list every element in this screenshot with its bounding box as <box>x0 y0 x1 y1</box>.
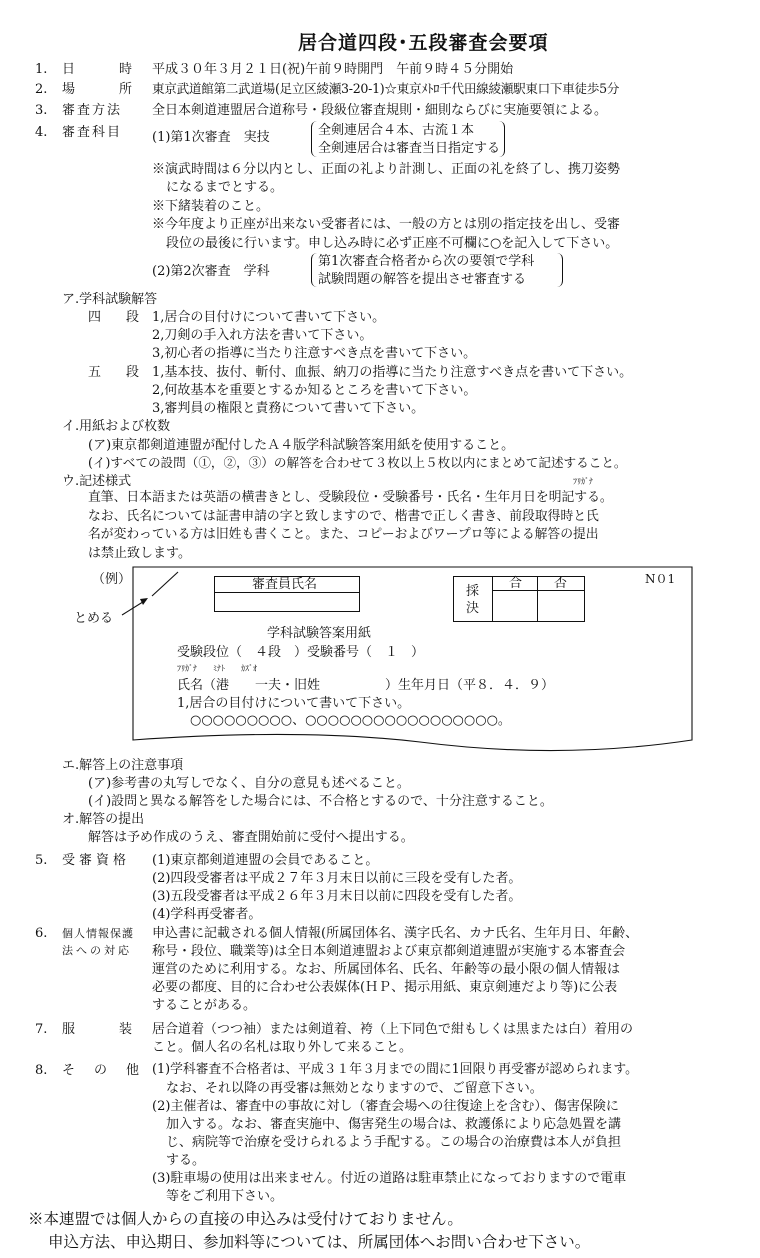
rank-label: 五 段 <box>88 365 146 380</box>
question-line: 1,基本技、抜付、斬付、血振、納刀の指導に当たり注意すべき点を書いて下さい。 <box>152 365 633 380</box>
section-label: 場 所 <box>62 82 139 97</box>
question-line: 2,何故基本を重要とするか知るところを書いて下さい。 <box>152 383 477 398</box>
format-line: なお、氏名については証書申請の字と致しますので、楷書で正しく書き、前段取得時と氏 <box>88 509 599 524</box>
other-line: (1)学科審査不合格者は、平成３１年３月までの間に1回限り再受審が認められます。 <box>152 1062 638 1077</box>
furigana-line: ﾌﾘｶﾞﾅ ﾐﾅﾄ ｶｽﾞｵ <box>177 664 257 673</box>
attire-line: こと。個人名の名札は取り外して来ること。 <box>152 1040 413 1055</box>
eligibility-line: (4)学科再受審者。 <box>152 907 262 922</box>
example-question: 1,居合の目付けについて書いて下さい。 <box>177 696 411 711</box>
caution-line: (イ)設問と異なる解答をした場合には、不合格とするので、十分注意すること。 <box>88 794 553 809</box>
first-exam-label: (1)第1次審査 実技 <box>152 130 270 145</box>
question-line: 3,審判員の権限と責務について書いて下さい。 <box>152 401 425 416</box>
privacy-line: することがある。 <box>152 998 257 1013</box>
note-line: 段位の最後に行います。申し込み時に必ず正座不可欄に○を記入して下さい。 <box>166 236 619 251</box>
section-number: 5. <box>35 853 48 868</box>
saiketsu-label: 採決 <box>466 584 480 616</box>
section-number: 8. <box>35 1063 48 1078</box>
other-line: じ、病院等で治療を受けられるよう手配する。この場合の治療費は本人が負担 <box>166 1135 622 1150</box>
paper-rule: (ア)東京都剣道連盟が配付したＡ４版学科試験答案用紙を使用すること。 <box>88 438 515 453</box>
section-label: 審査方法 <box>62 103 123 118</box>
submission-line: 解答は予め作成のうえ、審査開始前に受付へ提出する。 <box>88 830 414 845</box>
note-line: ※今年度より正座が出来ない受審者には、一般の方とは別の指定技を出し、受審 <box>152 217 621 232</box>
rank-number-line: 受験段位（ ４段 ）受験番号（ １ ） <box>177 645 425 660</box>
section-text: 東京武道館第二武道場(足立区綾瀬3-20-1)☆東京ﾒﾄﾛ千代田線綾瀬駅東口下車徒歩5分 <box>152 81 620 96</box>
format-line: 名が変わっている方は旧姓も書くこと。また、コピーおよびワープロ等による解答の提出 <box>88 527 599 542</box>
section-text: 全日本剣道連盟居合道称号・段級位審査規則・細則ならびに実施要領による。 <box>152 103 608 118</box>
question-line: 3,初心者の指導に当たり注意すべき点を書いて下さい。 <box>152 346 477 361</box>
section-number: 3. <box>35 103 48 118</box>
page-title: 居合道四段･五段審査会要項 <box>298 32 549 54</box>
example-label: （例） <box>92 572 132 587</box>
other-line: (3)駐車場の使用は出来ません。付近の道路は駐車禁止になっておりますので電車 <box>152 1171 627 1186</box>
footer-notice: 申込方法、申込期日、参加料等については、所属団体へお問い合わせ下さい。 <box>48 1233 591 1251</box>
example-answer: ○○○○○○○○○、○○○○○○○○○○○○○○○○○。 <box>190 713 511 728</box>
section-label: 審査科目 <box>62 125 123 140</box>
paper-rule: (イ)すべての設問（①，②，③）の解答を合わせて３枚以上５枚以内にまとめて記述すること。 <box>88 455 627 470</box>
note-line: になるまでとする。 <box>166 180 284 195</box>
sheet-title: 学科試験答案用紙 <box>267 626 372 641</box>
other-line: なお、それ以降の再受審は無効となりますので、ご留意下さい。 <box>166 1081 543 1096</box>
second-exam-label: (2)第2次審査 学科 <box>152 264 270 279</box>
examiner-name-label: 審査員氏名 <box>252 577 318 592</box>
subsection-heading: エ.解答上の注意事項 <box>62 758 184 773</box>
name-birthdate-line: 氏名（港 一夫・旧姓 ）生年月日（平８．４．９） <box>177 678 555 693</box>
caution-line: (ア)参考書の丸写しでなく、自分の意見も述べること。 <box>88 776 410 791</box>
fail-label: 否 <box>554 576 568 591</box>
format-line: は禁止致します。 <box>88 546 191 561</box>
section-number: 6. <box>35 926 48 941</box>
section-label: 服 装 <box>62 1022 139 1037</box>
section-number: 2. <box>35 82 48 97</box>
other-line: する。 <box>166 1153 206 1168</box>
footer-notice: ※本連盟では個人からの直接の申込みは受付けておりません。 <box>28 1210 463 1228</box>
subsection-heading: ウ.記述様式 <box>62 474 132 489</box>
section-number: 7. <box>35 1022 48 1037</box>
privacy-line: 称号・段位、職業等)は全日本剣道連盟および東京都剣道連盟が実施する本審査会 <box>152 944 626 959</box>
sheet-number: N０1 <box>645 572 676 586</box>
other-line: (2)主催者は、審査中の事故に対し（審査会場への往復途上を含む）、傷害保険に <box>152 1099 619 1114</box>
pass-label: 合 <box>509 576 523 591</box>
eligibility-line: (1)東京都剣道連盟の会員であること。 <box>152 853 379 868</box>
section-label: 法への対応 <box>62 944 132 957</box>
bracket-line: 全剣連居合４本、古流１本 <box>318 123 475 138</box>
rank-label: 四 段 <box>88 310 146 325</box>
section-label: 受審資格 <box>62 853 131 868</box>
format-line: 直筆、日本語または英語の横書きとし、受験段位・受験番号・氏名・生年月日を明記する。 <box>88 490 613 505</box>
other-line: 加入する。なお、審査実施中、傷害発生の場合は、救護係により応急処置を講 <box>166 1117 622 1132</box>
bracket-line: 試験問題の解答を提出させ審査する <box>318 272 527 287</box>
furigana-annotation: ﾌﾘｶﾞﾅ <box>573 477 593 486</box>
section-number: 1. <box>35 62 48 77</box>
note-line: ※演武時間は６分以内とし、正面の礼より計測し、正面の礼を終了し、携刀姿勢 <box>152 162 621 177</box>
question-line: 2,刀剣の手入れ方法を書いて下さい。 <box>152 328 373 343</box>
other-line: 等をご利用下さい。 <box>166 1189 284 1204</box>
question-line: 1,居合の目付けについて書いて下さい。 <box>152 310 386 325</box>
eligibility-line: (2)四段受審者は平成２７年３月末日以前に三段を受有した者。 <box>152 871 522 886</box>
privacy-line: 申込書に記載される個人情報(所属団体名、漢字氏名、カナ氏名、生年月日、年齢、 <box>152 926 639 941</box>
subsection-heading: オ.解答の提出 <box>62 812 145 827</box>
privacy-line: 運営のために利用する。なお、所属団体名、氏名、年齢等の最小限の個人情報は <box>152 962 621 977</box>
section-number: 4. <box>35 125 48 140</box>
note-line: ※下緒装着のこと。 <box>152 199 270 214</box>
privacy-line: 必要の都度、目的に合わせ公表媒体(ＨＰ、掲示用紙、東京剣連だより等)に公表 <box>152 980 618 995</box>
section-text: 平成３０年３月２１日(祝)午前９時開門 午前９時４５分開始 <box>152 62 514 77</box>
subsection-heading: ア.学科試験解答 <box>62 292 158 307</box>
section-label: 日 時 <box>62 62 139 77</box>
section-label: 個人情報保護 <box>62 927 134 940</box>
section-label: そ の 他 <box>62 1063 143 1078</box>
eligibility-line: (3)五段受審者は平成２６年３月末日以前に四段を受有した者。 <box>152 889 522 904</box>
bracket-line: 全剣連居合は審査当日指定する <box>318 141 501 156</box>
subsection-heading: イ.用紙および枚数 <box>62 419 171 434</box>
attire-line: 居合道着（つつ袖）または剣道着、袴（上下同色で紺もしくは黒または白）着用の <box>152 1022 634 1037</box>
tomeru-label: とめる <box>74 611 114 626</box>
bracket-line: 第1次審査合格者から次の要領で学科 <box>318 254 535 269</box>
